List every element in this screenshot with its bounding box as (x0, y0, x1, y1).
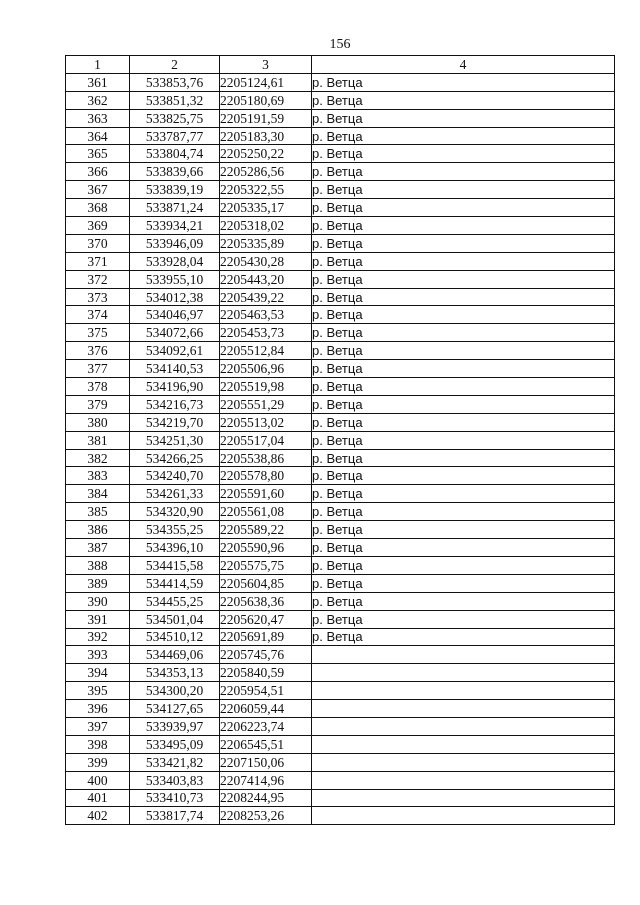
cell-x-coordinate: 533839,66 (130, 163, 220, 181)
table-row (66, 360, 615, 378)
cell-x-coordinate: 534469,06 (130, 646, 220, 664)
cell-description: р. Ветца (312, 181, 615, 199)
cell-x-coordinate: 533928,04 (130, 252, 220, 270)
cell-description: р. Ветца (312, 413, 615, 431)
cell-description (312, 789, 615, 807)
cell-point-number: 376 (66, 342, 130, 360)
cell-y-coordinate: 2205463,53 (220, 306, 312, 324)
table-row (66, 610, 615, 628)
cell-y-coordinate: 2205954,51 (220, 682, 312, 700)
cell-y-coordinate: 2205124,61 (220, 73, 312, 91)
cell-x-coordinate: 534140,53 (130, 360, 220, 378)
cell-description: р. Ветца (312, 360, 615, 378)
cell-point-number: 365 (66, 145, 130, 163)
cell-description: р. Ветца (312, 556, 615, 574)
table-row (66, 717, 615, 735)
cell-point-number: 401 (66, 789, 130, 807)
table-row (66, 270, 615, 288)
cell-y-coordinate: 2207414,96 (220, 771, 312, 789)
cell-point-number: 396 (66, 700, 130, 718)
cell-point-number: 392 (66, 628, 130, 646)
cell-point-number: 395 (66, 682, 130, 700)
cell-description (312, 735, 615, 753)
cell-point-number: 398 (66, 735, 130, 753)
cell-x-coordinate: 533495,09 (130, 735, 220, 753)
cell-point-number: 379 (66, 395, 130, 413)
table-row (66, 252, 615, 270)
cell-point-number: 389 (66, 574, 130, 592)
table-row (66, 664, 615, 682)
cell-y-coordinate: 2205620,47 (220, 610, 312, 628)
cell-y-coordinate: 2207150,06 (220, 753, 312, 771)
cell-description: р. Ветца (312, 574, 615, 592)
cell-x-coordinate: 534240,70 (130, 467, 220, 485)
cell-y-coordinate: 2205335,17 (220, 199, 312, 217)
table-row (66, 306, 615, 324)
cell-point-number: 364 (66, 127, 130, 145)
cell-description: р. Ветца (312, 521, 615, 539)
table-row (66, 342, 615, 360)
cell-x-coordinate: 534455,25 (130, 592, 220, 610)
cell-description: р. Ветца (312, 324, 615, 342)
cell-y-coordinate: 2208244,95 (220, 789, 312, 807)
page-number: 156 (329, 37, 351, 52)
cell-point-number: 390 (66, 592, 130, 610)
cell-y-coordinate: 2205513,02 (220, 413, 312, 431)
cell-x-coordinate: 533825,75 (130, 109, 220, 127)
cell-y-coordinate: 2208253,26 (220, 807, 312, 825)
cell-y-coordinate: 2205512,84 (220, 342, 312, 360)
cell-x-coordinate: 534219,70 (130, 413, 220, 431)
cell-point-number: 385 (66, 503, 130, 521)
table-row (66, 199, 615, 217)
table-row (66, 109, 615, 127)
table-row (66, 449, 615, 467)
cell-description (312, 682, 615, 700)
cell-point-number: 399 (66, 753, 130, 771)
cell-description: р. Ветца (312, 270, 615, 288)
cell-x-coordinate: 533939,97 (130, 717, 220, 735)
cell-description: р. Ветца (312, 395, 615, 413)
cell-y-coordinate: 2205691,89 (220, 628, 312, 646)
cell-description: р. Ветца (312, 252, 615, 270)
cell-y-coordinate: 2205453,73 (220, 324, 312, 342)
cell-point-number: 387 (66, 539, 130, 557)
table-row (66, 556, 615, 574)
table-row (66, 217, 615, 235)
table-row (66, 413, 615, 431)
cell-y-coordinate: 2205250,22 (220, 145, 312, 163)
cell-point-number: 362 (66, 91, 130, 109)
table-row (66, 771, 615, 789)
cell-y-coordinate: 2206059,44 (220, 700, 312, 718)
cell-point-number: 367 (66, 181, 130, 199)
table-row (66, 503, 615, 521)
cell-description: р. Ветца (312, 288, 615, 306)
cell-point-number: 373 (66, 288, 130, 306)
table-row (66, 521, 615, 539)
cell-description (312, 646, 615, 664)
table-row (66, 574, 615, 592)
cell-description: р. Ветца (312, 431, 615, 449)
table-row (66, 145, 615, 163)
cell-description: р. Ветца (312, 145, 615, 163)
cell-y-coordinate: 2205180,69 (220, 91, 312, 109)
cell-x-coordinate: 533804,74 (130, 145, 220, 163)
table-row (66, 807, 615, 825)
cell-description: р. Ветца (312, 592, 615, 610)
cell-description: р. Ветца (312, 342, 615, 360)
table-row (66, 735, 615, 753)
cell-y-coordinate: 2205517,04 (220, 431, 312, 449)
cell-y-coordinate: 2205538,86 (220, 449, 312, 467)
coordinates-table (65, 55, 615, 825)
cell-point-number: 383 (66, 467, 130, 485)
cell-point-number: 361 (66, 73, 130, 91)
cell-description: р. Ветца (312, 485, 615, 503)
table-row (66, 485, 615, 503)
cell-y-coordinate: 2205745,76 (220, 646, 312, 664)
cell-description (312, 753, 615, 771)
cell-y-coordinate: 2205589,22 (220, 521, 312, 539)
cell-y-coordinate: 2205322,55 (220, 181, 312, 199)
cell-x-coordinate: 534510,12 (130, 628, 220, 646)
cell-description: р. Ветца (312, 539, 615, 557)
cell-y-coordinate: 2205551,29 (220, 395, 312, 413)
cell-y-coordinate: 2205638,36 (220, 592, 312, 610)
cell-y-coordinate: 2205191,59 (220, 109, 312, 127)
cell-y-coordinate: 2205591,60 (220, 485, 312, 503)
cell-description (312, 717, 615, 735)
cell-y-coordinate: 2205318,02 (220, 217, 312, 235)
cell-description: р. Ветца (312, 449, 615, 467)
cell-point-number: 384 (66, 485, 130, 503)
cell-description: р. Ветца (312, 127, 615, 145)
table-row (66, 163, 615, 181)
cell-y-coordinate: 2205335,89 (220, 234, 312, 252)
cell-point-number: 369 (66, 217, 130, 235)
cell-x-coordinate: 533403,83 (130, 771, 220, 789)
cell-x-coordinate: 534396,10 (130, 539, 220, 557)
table-row (66, 324, 615, 342)
cell-description: р. Ветца (312, 217, 615, 235)
cell-description: р. Ветца (312, 163, 615, 181)
cell-y-coordinate: 2206223,74 (220, 717, 312, 735)
table-row (66, 73, 615, 91)
cell-point-number: 377 (66, 360, 130, 378)
table-row (66, 127, 615, 145)
cell-x-coordinate: 534355,25 (130, 521, 220, 539)
cell-x-coordinate: 534196,90 (130, 378, 220, 396)
table-row (66, 646, 615, 664)
cell-description: р. Ветца (312, 610, 615, 628)
cell-x-coordinate: 534353,13 (130, 664, 220, 682)
cell-x-coordinate: 534320,90 (130, 503, 220, 521)
cell-x-coordinate: 534216,73 (130, 395, 220, 413)
cell-point-number: 370 (66, 234, 130, 252)
cell-point-number: 363 (66, 109, 130, 127)
cell-x-coordinate: 534127,65 (130, 700, 220, 718)
cell-y-coordinate: 2205561,08 (220, 503, 312, 521)
cell-description (312, 807, 615, 825)
cell-x-coordinate: 533934,21 (130, 217, 220, 235)
cell-x-coordinate: 534046,97 (130, 306, 220, 324)
cell-x-coordinate: 533410,73 (130, 789, 220, 807)
cell-x-coordinate: 533871,24 (130, 199, 220, 217)
cell-x-coordinate: 534266,25 (130, 449, 220, 467)
cell-x-coordinate: 533851,32 (130, 91, 220, 109)
cell-point-number: 381 (66, 431, 130, 449)
cell-description (312, 700, 615, 718)
cell-y-coordinate: 2205590,96 (220, 539, 312, 557)
cell-x-coordinate: 534012,38 (130, 288, 220, 306)
cell-y-coordinate: 2206545,51 (220, 735, 312, 753)
cell-point-number: 393 (66, 646, 130, 664)
cell-description: р. Ветца (312, 378, 615, 396)
table-row (66, 628, 615, 646)
cell-x-coordinate: 533946,09 (130, 234, 220, 252)
cell-point-number: 402 (66, 807, 130, 825)
cell-description (312, 664, 615, 682)
cell-x-coordinate: 534092,61 (130, 342, 220, 360)
column-header-description: 4 (312, 56, 615, 74)
cell-x-coordinate: 533839,19 (130, 181, 220, 199)
table-row (66, 288, 615, 306)
cell-y-coordinate: 2205443,20 (220, 270, 312, 288)
cell-point-number: 378 (66, 378, 130, 396)
cell-point-number: 397 (66, 717, 130, 735)
cell-x-coordinate: 533853,76 (130, 73, 220, 91)
cell-point-number: 368 (66, 199, 130, 217)
cell-x-coordinate: 533421,82 (130, 753, 220, 771)
cell-point-number: 382 (66, 449, 130, 467)
column-header-x: 2 (130, 56, 220, 74)
table-row (66, 592, 615, 610)
cell-x-coordinate: 534300,20 (130, 682, 220, 700)
cell-x-coordinate: 533817,74 (130, 807, 220, 825)
cell-point-number: 371 (66, 252, 130, 270)
table-row (66, 91, 615, 109)
cell-point-number: 394 (66, 664, 130, 682)
cell-y-coordinate: 2205578,80 (220, 467, 312, 485)
cell-y-coordinate: 2205183,30 (220, 127, 312, 145)
cell-x-coordinate: 534415,58 (130, 556, 220, 574)
cell-x-coordinate: 534414,59 (130, 574, 220, 592)
table-row (66, 682, 615, 700)
cell-x-coordinate: 533955,10 (130, 270, 220, 288)
table-row (66, 789, 615, 807)
cell-x-coordinate: 534072,66 (130, 324, 220, 342)
column-header-y: 3 (220, 56, 312, 74)
table-row (66, 467, 615, 485)
cell-x-coordinate: 534261,33 (130, 485, 220, 503)
cell-y-coordinate: 2205519,98 (220, 378, 312, 396)
table-row (66, 395, 615, 413)
cell-x-coordinate: 533787,77 (130, 127, 220, 145)
cell-x-coordinate: 534251,30 (130, 431, 220, 449)
cell-description: р. Ветца (312, 467, 615, 485)
cell-description: р. Ветца (312, 503, 615, 521)
cell-point-number: 372 (66, 270, 130, 288)
cell-y-coordinate: 2205286,56 (220, 163, 312, 181)
cell-y-coordinate: 2205604,85 (220, 574, 312, 592)
cell-point-number: 386 (66, 521, 130, 539)
cell-point-number: 380 (66, 413, 130, 431)
table-row (66, 234, 615, 252)
cell-point-number: 375 (66, 324, 130, 342)
cell-description: р. Ветца (312, 109, 615, 127)
column-header-number: 1 (66, 56, 130, 74)
table-row (66, 539, 615, 557)
table-row (66, 378, 615, 396)
cell-description: р. Ветца (312, 628, 615, 646)
table-row (66, 753, 615, 771)
cell-point-number: 388 (66, 556, 130, 574)
cell-point-number: 391 (66, 610, 130, 628)
cell-y-coordinate: 2205840,59 (220, 664, 312, 682)
cell-description: р. Ветца (312, 306, 615, 324)
cell-y-coordinate: 2205575,75 (220, 556, 312, 574)
cell-y-coordinate: 2205430,28 (220, 252, 312, 270)
cell-description: р. Ветца (312, 73, 615, 91)
cell-point-number: 366 (66, 163, 130, 181)
table-row (66, 700, 615, 718)
cell-x-coordinate: 534501,04 (130, 610, 220, 628)
cell-description: р. Ветца (312, 234, 615, 252)
cell-point-number: 374 (66, 306, 130, 324)
cell-description: р. Ветца (312, 91, 615, 109)
cell-description (312, 771, 615, 789)
cell-point-number: 400 (66, 771, 130, 789)
table-row (66, 431, 615, 449)
table-row (66, 181, 615, 199)
cell-description: р. Ветца (312, 199, 615, 217)
table-header-row (66, 56, 615, 74)
cell-y-coordinate: 2205439,22 (220, 288, 312, 306)
cell-y-coordinate: 2205506,96 (220, 360, 312, 378)
